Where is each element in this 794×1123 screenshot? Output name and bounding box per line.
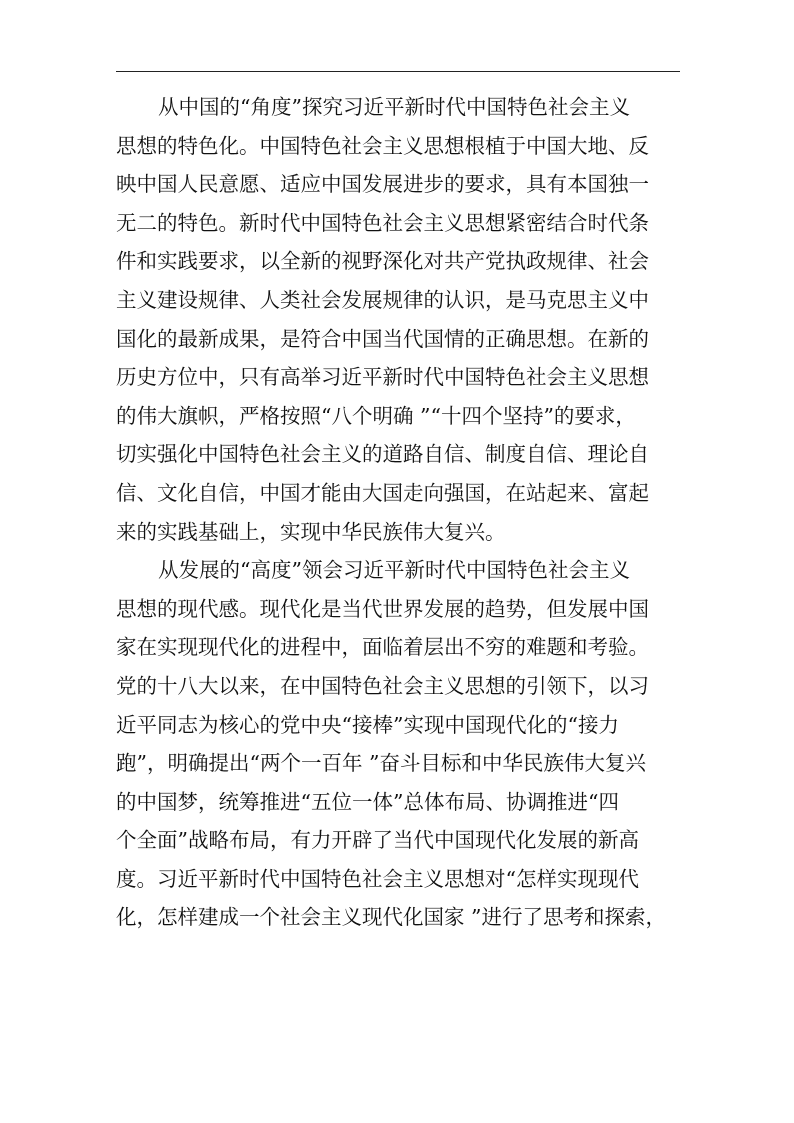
paragraph-line: 度。习近平新时代中国特色社会主义思想对“怎样实现现代 [116,866,639,891]
paragraph-line: 件和实践要求，以全新的视野深化对共产党执政规律、社会 [116,249,649,274]
paragraph-1 [116,88,686,551]
paragraph-line: 近平同志为核心的党中央“接棒”实现中国现代化的“接力 [116,712,619,737]
paragraph-line: 国化的最新成果，是符合中国当代国情的正确思想。在新的 [116,326,649,351]
paragraph-2 [116,551,686,937]
header-rule [116,71,680,72]
paragraph-line: 历史方位中，只有高举习近平新时代中国特色社会主义思想 [116,365,649,390]
paragraph-line: 个全面”战略布局，有力开辟了当代中国现代化发展的新高 [116,828,639,853]
paragraph-line: 信、文化自信，中国才能由大国走向强国，在站起来、富起 [116,480,649,505]
paragraph-line: 映中国人民意愿、适应中国发展进步的要求，具有本国独一 [116,172,649,197]
paragraph-line: 的中国梦，统筹推进“五位一体”总体布局、协调推进“四 [116,789,619,814]
paragraph-line: 化，怎样建成一个社会主义现代化国家 ”进行了思考和探索， [116,905,666,930]
paragraph-line: 思想的特色化。中国特色社会主义思想根植于中国大地、反 [116,133,649,158]
paragraph-line: 主义建设规律、人类社会发展规律的认识，是马克思主义中 [116,287,649,312]
paragraph-line: 党的十八大以来，在中国特色社会主义思想的引领下，以习 [116,673,649,698]
paragraph-line: 的伟大旗帜，严格按照“八个明确 ”“十四个坚持”的要求， [116,403,636,428]
document-body [116,88,686,937]
paragraph-line: 从发展的“高度”领会习近平新时代中国特色社会主义 [158,558,630,583]
paragraph-line: 无二的特色。新时代中国特色社会主义思想紧密结合时代条 [116,210,649,235]
paragraph-line: 从中国的“角度”探究习近平新时代中国特色社会主义 [158,95,630,119]
paragraph-line: 家在实现现代化的进程中，面临着层出不穷的难题和考验。 [116,635,649,660]
paragraph-line: 切实强化中国特色社会主义的道路自信、制度自信、理论自 [116,442,649,467]
paragraph-line: 思想的现代感。现代化是当代世界发展的趋势，但发展中国 [116,596,649,621]
paragraph-line: 来的实践基础上，实现中华民族伟大复兴。 [116,519,506,544]
paragraph-line: 跑”，明确提出“两个一百年 ”奋斗目标和中华民族伟大复兴 [116,751,646,776]
